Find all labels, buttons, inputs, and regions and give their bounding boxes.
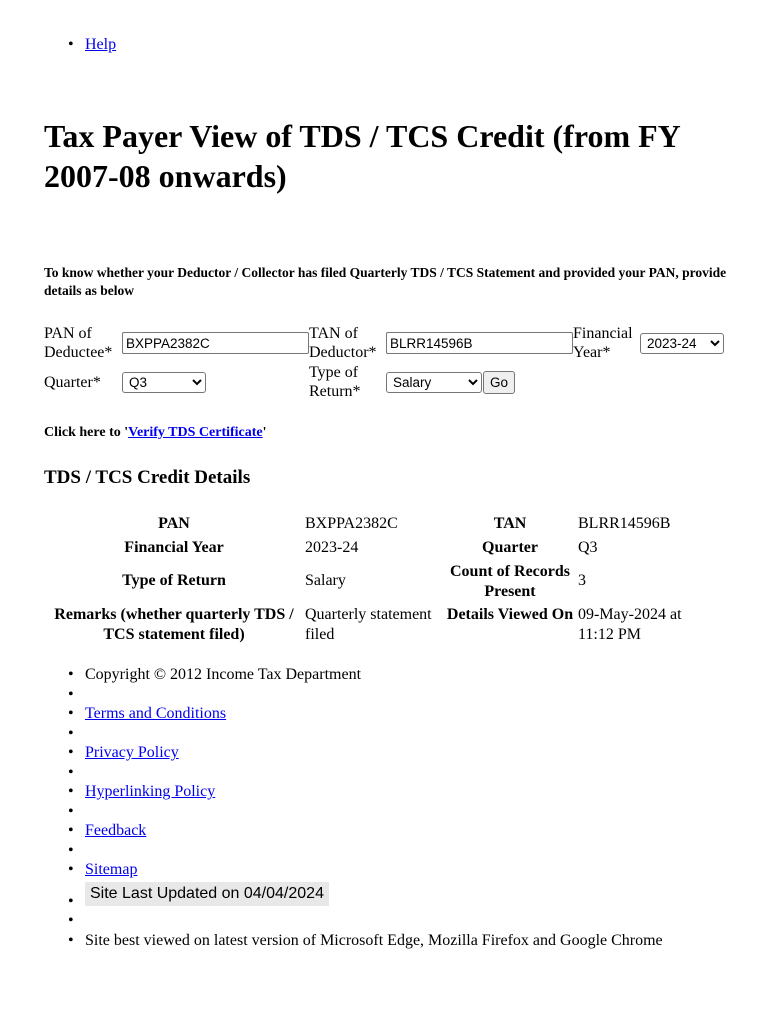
intro-text: To know whether your Deductor / Collector has filed Quarterly TDS / TCS Statement and provided your PAN, provide details as below (44, 265, 727, 298)
detail-pan-value: BXPPA2382C (305, 515, 398, 532)
bullet: • (68, 666, 74, 683)
feedback-link[interactable]: Feedback (85, 822, 147, 839)
verify-prefix: Click here to ' (44, 425, 129, 440)
type-of-return-select[interactable] (386, 372, 482, 393)
detail-fy-value: 2023-24 (305, 539, 359, 556)
detail-remarks-value: Quarterly statement filed (305, 606, 432, 643)
verify-tds-certificate-link[interactable]: Verify TDS Certificate (128, 425, 263, 440)
detail-tan-label: TAN (493, 515, 527, 532)
terms-link[interactable]: Terms and Conditions (85, 705, 227, 722)
page-title: Tax Payer View of TDS / TCS Credit (from FY 2007-08 onwards) (44, 118, 680, 194)
detail-remarks-label: Remarks (whether quarterly TDS / TCS statement filed) (54, 606, 294, 643)
sitemap-link[interactable]: Sitemap (85, 861, 138, 878)
bullet: • (68, 912, 74, 929)
browser-note: Site best viewed on latest version of Microsoft Edge, Mozilla Firefox and Google Chrome (85, 932, 663, 949)
detail-viewed-label: Details Viewed On (446, 606, 574, 623)
bullet: • (68, 686, 74, 703)
bullet: • (68, 725, 74, 742)
detail-viewed-value: 09-May-2024 at 11:12 PM (578, 606, 682, 643)
quarter-select[interactable] (122, 372, 206, 393)
verify-suffix: ' (262, 425, 267, 440)
detail-type-label: Type of Return (122, 572, 226, 589)
bullet: • (68, 822, 74, 839)
detail-tan-value: BLRR14596B (578, 515, 671, 532)
fy-select[interactable] (640, 333, 724, 354)
help-link[interactable]: Help (85, 36, 117, 53)
copyright-text: Copyright © 2012 Income Tax Department (85, 666, 362, 683)
detail-count-label: Count of Records Present (450, 563, 570, 600)
bullet: • (68, 744, 74, 761)
go-button[interactable]: Go (483, 371, 515, 394)
bullet: • (68, 36, 74, 53)
verify-line (44, 425, 267, 441)
detail-pan-label: PAN (158, 515, 190, 532)
bullet: • (68, 764, 74, 781)
fy-label: Financial Year* (573, 325, 633, 361)
quarter-label: Quarter* (44, 374, 101, 391)
tan-input[interactable] (386, 332, 573, 354)
bullet: • (68, 803, 74, 820)
detail-fy-label: Financial Year (124, 539, 224, 556)
bullet: • (68, 783, 74, 800)
pan-label: PAN of Deductee* (44, 325, 113, 361)
hyperlinking-policy-link[interactable]: Hyperlinking Policy (85, 783, 216, 800)
detail-quarter-label: Quarter (482, 539, 538, 556)
privacy-policy-link[interactable]: Privacy Policy (85, 744, 179, 761)
detail-type-value: Salary (305, 572, 346, 589)
bullet: • (68, 861, 74, 878)
type-of-return-label: Type of Return* (309, 364, 361, 400)
detail-count-value: 3 (578, 572, 586, 589)
bullet: • (68, 893, 74, 910)
tan-label: TAN of Deductor* (309, 325, 377, 361)
details-heading: TDS / TCS Credit Details (44, 467, 251, 488)
bullet: • (68, 842, 74, 859)
bullet: • (68, 932, 74, 949)
pan-input[interactable] (122, 332, 309, 354)
bullet: • (68, 705, 74, 722)
site-last-updated: Site Last Updated on 04/04/2024 (85, 882, 329, 906)
detail-quarter-value: Q3 (578, 539, 598, 556)
